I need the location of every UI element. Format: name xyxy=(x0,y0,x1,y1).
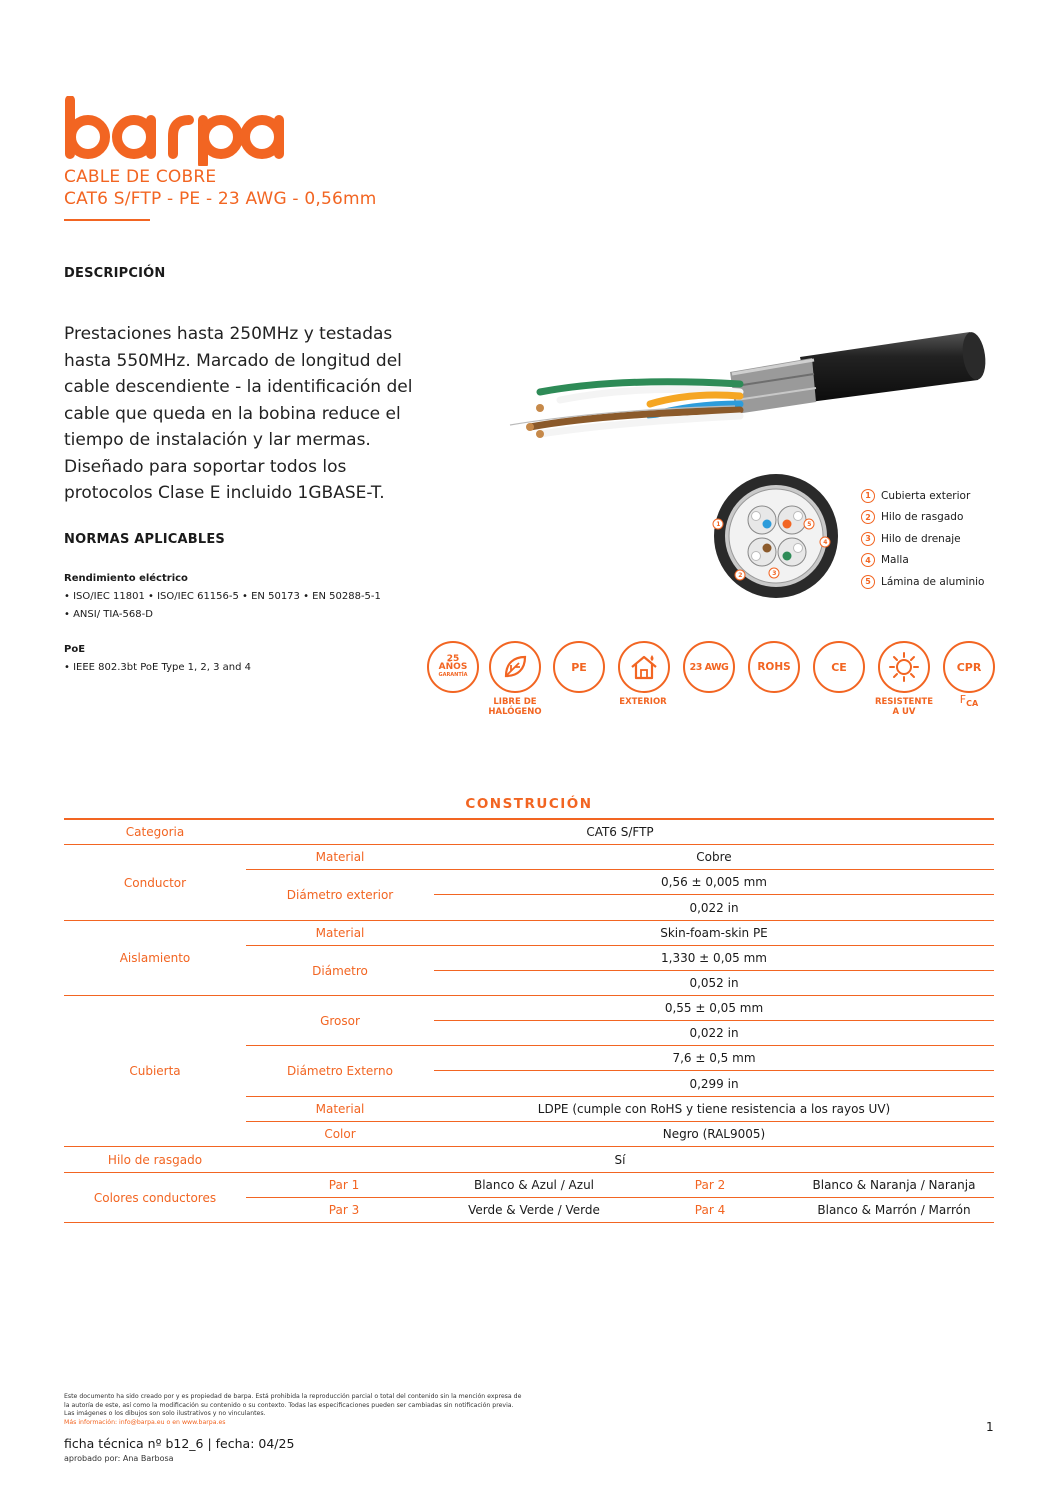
svg-text:2: 2 xyxy=(738,572,743,580)
jacket-diameter-label: Diámetro Externo xyxy=(287,1064,393,1078)
rohs-badge: ROHS xyxy=(748,641,800,693)
uv-resistant-badge xyxy=(878,641,930,693)
description-text: Prestaciones hasta 250MHz y testadas hasta 550MHz. Marcado de longitud del cable descendiente - la identificación del cable que queda en la bobina reduce el tiempo de instalación y lar mermas. Diseñado para soportar todos los protocolos Clase E incluido 1GBASE-T. xyxy=(64,324,413,503)
sun-icon xyxy=(888,651,920,683)
poe-heading: PoE xyxy=(64,644,86,655)
legend-item xyxy=(861,528,984,550)
electrical-line: • ANSI/ TIA-568-D xyxy=(64,608,153,620)
legend-label: Cubierta exterior xyxy=(881,489,971,502)
cross-section-legend xyxy=(861,485,984,593)
legend-number: 4 xyxy=(861,553,875,567)
row-label-aislamiento: Aislamiento xyxy=(119,951,191,965)
exterior-caption: EXTERIOR xyxy=(619,697,667,707)
poe-list xyxy=(64,659,251,677)
awg-badge: 23 AWG xyxy=(683,641,735,693)
conductor-diameter-in: 0,022 in xyxy=(689,900,739,915)
jacket-thickness-label: Grosor xyxy=(320,1013,360,1028)
norms-heading: NORMAS APLICABLES xyxy=(64,532,225,547)
cable-image xyxy=(500,322,992,462)
legend-item xyxy=(861,507,984,529)
pair-1-label: Par 1 xyxy=(328,1178,360,1192)
row-label-colores: Colores conductores xyxy=(93,1190,217,1205)
electrical-heading: Rendimiento eléctrico xyxy=(64,573,188,584)
warranty-badge xyxy=(427,641,479,693)
jacket-thickness-mm: 0,55 ± 0,05 mm xyxy=(664,1001,764,1015)
svg-text:4: 4 xyxy=(823,539,828,547)
conductor-diameter-label: Diámetro exterior xyxy=(286,888,394,902)
jacket-material-label: Material xyxy=(315,1102,365,1116)
pair-3-value: Verde & Verde / Verde xyxy=(468,1203,600,1217)
insulation-material-label: Material xyxy=(315,926,365,940)
cpr-badge: CPR xyxy=(943,641,995,693)
electrical-line: • ISO/IEC 11801 • ISO/IEC 61156-5 • EN 50173 • EN 50288-5-1 xyxy=(64,591,381,602)
pair-3-label: Par 3 xyxy=(328,1203,360,1217)
poe-line: • IEEE 802.3bt PoE Type 1, 2, 3 and 4 xyxy=(64,662,252,673)
legend-label: Malla xyxy=(881,554,909,567)
doc-reference: ficha técnica nº b12_6 | fecha: 04/25 xyxy=(64,1436,295,1451)
pe-badge: PE xyxy=(553,641,605,693)
jacket-thickness-in: 0,022 in xyxy=(689,1026,739,1040)
legend-number: 1 xyxy=(861,489,875,503)
title-underline xyxy=(64,219,150,221)
conductor-material-value: Cobre xyxy=(696,850,732,864)
insulation-diameter-mm: 1,330 ± 0,05 mm xyxy=(661,951,767,965)
insulation-material-value: Skin-foam-skin PE xyxy=(660,926,768,940)
insulation-diameter-in: 0,052 in xyxy=(689,976,739,990)
description-heading: DESCRIPCIÓN xyxy=(64,266,166,281)
uv-caption-line: RESISTENTE xyxy=(874,697,934,707)
legend-number: 5 xyxy=(861,575,875,589)
row-label-cubierta: Cubierta xyxy=(129,1064,181,1078)
legend-item xyxy=(861,550,984,572)
pair-4-value: Blanco & Marrón / Marrón xyxy=(817,1203,971,1217)
jacket-diameter-mm: 7,6 ± 0,5 mm xyxy=(672,1051,756,1065)
jacket-color-label: Color xyxy=(324,1127,356,1141)
halogen-caption-line: HALÓGENO xyxy=(488,707,542,717)
jacket-diameter-in: 0,299 in xyxy=(689,1076,739,1091)
jacket-material-value: LDPE (cumple con RoHS y tiene resistencia a los rayos UV) xyxy=(537,1102,891,1116)
page-number: 1 xyxy=(986,1420,994,1434)
table-divider xyxy=(64,1222,994,1223)
svg-text:5: 5 xyxy=(807,521,812,529)
pair-2-value: Blanco & Naranja / Naranja xyxy=(812,1178,976,1192)
row-label-conductor: Conductor xyxy=(123,875,187,890)
row-label-categoria: Categoria xyxy=(125,825,185,839)
legend-label: Hilo de rasgado xyxy=(881,511,964,524)
warranty-sub: GARANTÍA xyxy=(438,672,468,678)
house-icon xyxy=(629,653,659,681)
jacket-color-value: Negro (RAL9005) xyxy=(662,1127,766,1141)
leaf-icon xyxy=(501,653,529,681)
pair-4-label: Par 4 xyxy=(694,1203,726,1217)
legend-number: 2 xyxy=(861,510,875,524)
halogen-free-badge xyxy=(489,641,541,693)
halogen-caption-line: LIBRE DE xyxy=(493,697,537,707)
insulation-diameter-label: Diámetro xyxy=(312,963,368,978)
construction-title: CONSTRUCIÓN xyxy=(465,796,593,812)
conductor-material-label: Material xyxy=(315,850,365,864)
legend-item xyxy=(861,571,984,593)
exterior-badge xyxy=(618,641,670,693)
disclaimer-text: Este documento ha sido creado por y es propiedad de barpa. Está prohibida la reproducción parcial o total del contenido sin la mención expresa de la autoría de este, así como la modificación su contenido o su contexto. Todas las especificaciones pueden ser cambiadas sin notificación previa. Las imágenes o los dibujos son solo ilustrativos y no vinculantes. xyxy=(64,1393,522,1418)
barpa-logo xyxy=(62,96,288,166)
approved-by: aprobado por: Ana Barbosa xyxy=(64,1454,174,1463)
disclaimer xyxy=(64,1393,524,1427)
row-label-hilo: Hilo de rasgado xyxy=(107,1152,203,1167)
legend-number: 3 xyxy=(861,532,875,546)
cpr-class-sub: CA xyxy=(966,699,979,709)
halogen-caption xyxy=(470,697,560,717)
svg-text:3: 3 xyxy=(772,570,777,578)
electrical-list xyxy=(64,588,381,623)
pair-2-label: Par 2 xyxy=(694,1178,726,1192)
warranty-years: 25 xyxy=(446,654,460,664)
conductor-diameter-mm: 0,56 ± 0,005 mm xyxy=(661,875,767,889)
hilo-value: Sí xyxy=(614,1152,626,1167)
cross-section-diagram xyxy=(712,472,840,600)
ce-badge: CE xyxy=(813,641,865,693)
more-info-link[interactable]: Más información: info@barpa.eu o en www.barpa.es xyxy=(64,1418,226,1426)
warranty-word: AÑOS xyxy=(438,662,468,672)
legend-label: Lámina de aluminio xyxy=(881,575,985,588)
legend-label: Hilo de drenaje xyxy=(881,532,961,545)
svg-text:1: 1 xyxy=(716,521,721,529)
cpr-class-main: F xyxy=(959,693,967,706)
legend-item xyxy=(861,485,984,507)
uv-caption-line: A UV xyxy=(892,707,916,717)
categoria-value: CAT6 S/FTP xyxy=(586,825,654,839)
cpr-class xyxy=(924,695,1014,709)
product-subtitle-line2: CAT6 S/FTP - PE - 23 AWG - 0,56mm xyxy=(64,189,377,209)
product-subtitle-line1: CABLE DE COBRE xyxy=(64,167,217,187)
pair-1-value: Blanco & Azul / Azul xyxy=(473,1178,595,1192)
